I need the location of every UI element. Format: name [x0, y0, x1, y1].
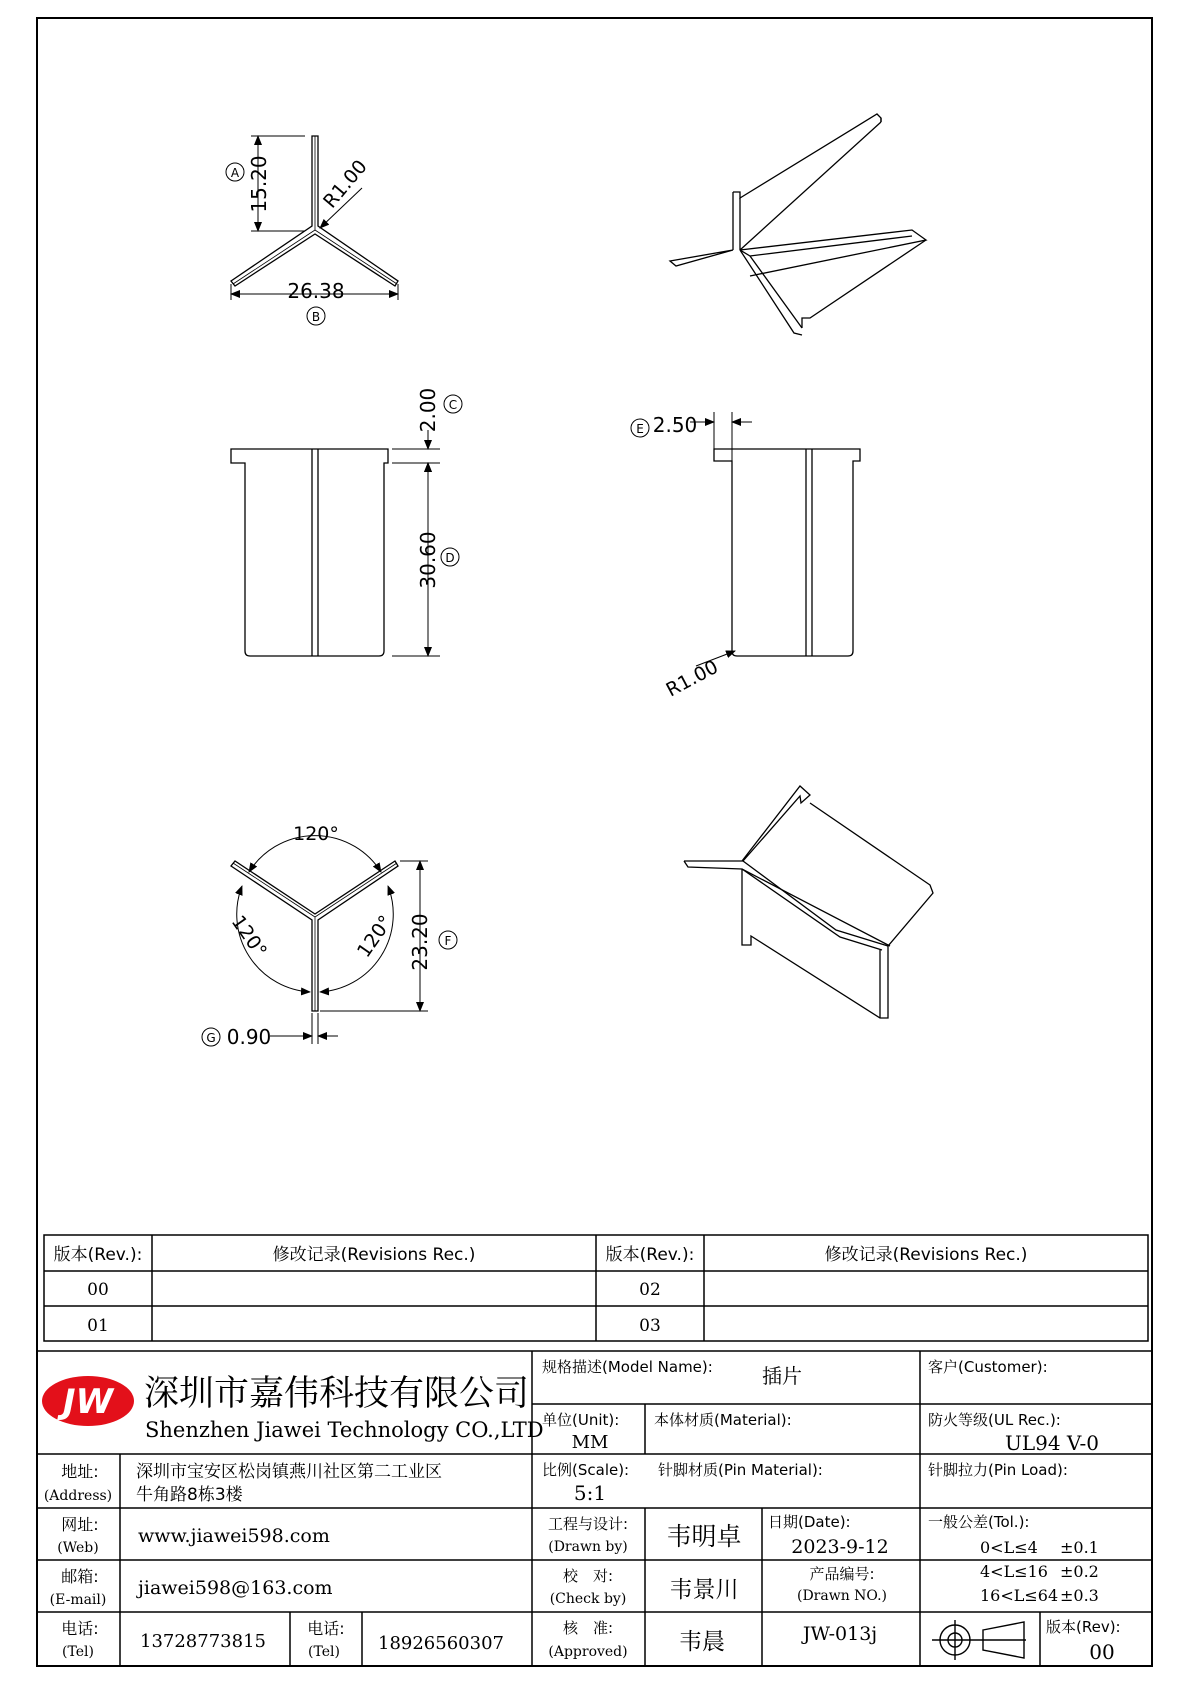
front-view — [231, 449, 388, 656]
tel2-label-cn: 电话: — [307, 1619, 345, 1638]
angle-right: 120° — [352, 911, 398, 962]
rev-label: 版本(Rev): — [1046, 1618, 1121, 1636]
address-label-en: (Address) — [43, 1488, 113, 1504]
check-label-cn: 校 对: — [562, 1567, 614, 1585]
rev-header-left: 版本(Rev.): — [53, 1245, 143, 1265]
dim-e-value: 2.50 — [652, 413, 698, 437]
dim-r-top-value: R1.00 — [319, 155, 372, 213]
ul-value: UL94 V-0 — [1004, 1431, 1100, 1455]
angle-top: 120° — [293, 823, 339, 845]
tol1-range: 0<L≤4 — [980, 1538, 1038, 1557]
address-line-2: 牛角路8栋3楼 — [136, 1485, 243, 1505]
logo-text: JW — [62, 1382, 114, 1422]
dim-a-marker: A — [230, 166, 240, 180]
tol3-range: 16<L≤64 — [980, 1586, 1059, 1605]
unit-value: MM — [571, 1432, 609, 1453]
rev-row-02: 02 — [639, 1280, 661, 1300]
approved-label-cn: 核 准: — [562, 1619, 614, 1637]
dim-c-value: 2.00 — [416, 387, 440, 433]
angle-left: 120° — [226, 911, 272, 962]
check-value: 韦景川 — [669, 1577, 739, 1603]
drawn-label-cn: 工程与设计: — [547, 1515, 629, 1533]
drawn-no-value: JW-013j — [802, 1623, 878, 1645]
tel-label-cn: 电话: — [61, 1619, 99, 1638]
dim-d-marker: D — [445, 551, 455, 565]
email-label-en: (E-mail) — [49, 1592, 107, 1608]
iso-view-bottom — [684, 786, 933, 1018]
company-name-en: Shenzhen Jiawei Technology CO.,LTD — [145, 1418, 544, 1442]
tel2-value: 18926560307 — [378, 1633, 504, 1654]
dim-r-side-value: R1.00 — [662, 655, 722, 702]
dim-e-marker: E — [636, 422, 644, 436]
dim-b-value: 26.38 — [287, 279, 345, 303]
web-label-cn: 网址: — [61, 1515, 99, 1534]
tol-label: 一般公差(Tol.): — [928, 1513, 1030, 1531]
dim-a-value: 15.20 — [247, 155, 271, 213]
email-label-cn: 邮箱: — [61, 1567, 99, 1586]
company-name-cn: 深圳市嘉伟科技有限公司 — [144, 1374, 530, 1414]
model-label: 规格描述(Model Name): — [542, 1358, 713, 1376]
rev-row-00: 00 — [87, 1280, 109, 1300]
scale-label: 比例(Scale): — [542, 1461, 630, 1479]
rev-header-right: 版本(Rev.): — [605, 1245, 695, 1265]
web-value: www.jiawei598.com — [138, 1525, 330, 1547]
unit-label: 单位(Unit): — [542, 1411, 620, 1429]
drawn-no-label-en: (Drawn NO.) — [797, 1588, 887, 1604]
address-line-1: 深圳市宝安区松岗镇燕川社区第二工业区 — [136, 1462, 442, 1482]
tel-label-en: (Tel) — [62, 1644, 94, 1660]
scale-value: 5:1 — [573, 1481, 607, 1505]
web-label-en: (Web) — [57, 1540, 99, 1556]
tol3-value: ±0.3 — [1060, 1586, 1099, 1605]
rev-value: 00 — [1089, 1640, 1115, 1664]
pin-material-label: 针脚材质(Pin Material): — [658, 1461, 823, 1479]
tol2-value: ±0.2 — [1060, 1562, 1099, 1581]
approved-label-en: (Approved) — [548, 1644, 628, 1660]
drawn-no-label-cn: 产品编号: — [809, 1565, 875, 1583]
ul-label: 防火等级(UL Rec.): — [928, 1411, 1061, 1429]
customer-label: 客户(Customer): — [928, 1358, 1048, 1376]
tol1-value: ±0.1 — [1060, 1538, 1099, 1557]
dim-c-d — [392, 395, 462, 656]
email-value: jiawei598@163.com — [138, 1577, 333, 1599]
dim-d-value: 30.60 — [416, 531, 440, 589]
approved-value: 韦晨 — [679, 1629, 725, 1655]
date-value: 2023-9-12 — [791, 1536, 889, 1558]
dim-g-marker: G — [206, 1031, 216, 1045]
tel1-value: 13728773815 — [140, 1631, 266, 1652]
dim-f-marker: F — [444, 934, 452, 948]
rec-header-left: 修改记录(Revisions Rec.) — [272, 1245, 476, 1265]
model-value: 插片 — [762, 1364, 802, 1388]
iso-view-top — [670, 114, 926, 335]
tel2-label-en: (Tel) — [308, 1644, 340, 1660]
side-view — [714, 449, 860, 656]
rec-header-right: 修改记录(Revisions Rec.) — [824, 1245, 1028, 1265]
address-label-cn: 地址: — [61, 1462, 99, 1481]
pin-load-label: 针脚拉力(Pin Load): — [928, 1461, 1068, 1479]
dim-g-value: 0.90 — [226, 1025, 272, 1049]
rev-row-01: 01 — [87, 1316, 109, 1336]
dim-b-marker: B — [311, 310, 321, 324]
projection-symbol — [932, 1620, 1026, 1660]
drawn-label-en: (Drawn by) — [548, 1539, 628, 1555]
rev-row-03: 03 — [639, 1316, 661, 1336]
material-label: 本体材质(Material): — [654, 1411, 792, 1429]
check-label-en: (Check by) — [549, 1591, 627, 1607]
dim-c-marker: C — [448, 398, 458, 412]
dim-f-value: 23.20 — [408, 913, 432, 971]
drawn-value: 韦明卓 — [666, 1522, 742, 1551]
date-label: 日期(Date): — [768, 1513, 851, 1531]
tol2-range: 4<L≤16 — [980, 1562, 1048, 1581]
